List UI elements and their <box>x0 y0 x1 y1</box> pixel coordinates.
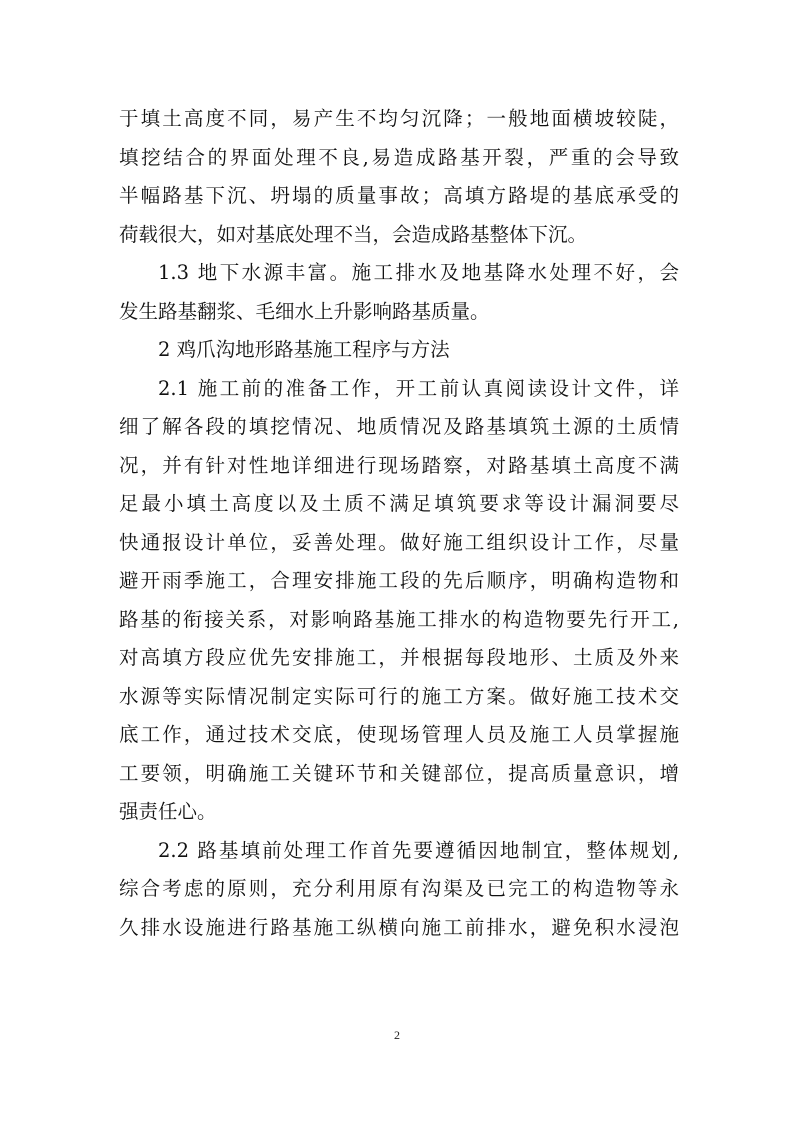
text-line: 久排水设施进行路基施工纵横向施工前排水，避免积水浸泡 <box>119 915 679 939</box>
text-line: 填挖结合的界面处理不良,易造成路基开裂，严重的会导致 <box>119 145 679 169</box>
text-line: 避开雨季施工，合理安排施工段的先后顺序，明确构造物和 <box>119 569 679 592</box>
text-line: 况，并有针对性地详细进行现场踏察，对路基填土高度不满 <box>119 453 679 477</box>
text-line: 半幅路基下沉、坍塌的质量事故；高填方路堤的基底承受的 <box>119 184 679 207</box>
text-line: 细了解各段的填挖情况、地质情况及路基填筑土源的土质情 <box>119 415 679 438</box>
text-line: 路基的衔接关系，对影响路基施工排水的构造物要先行开工, <box>119 607 679 631</box>
text-line: 强责任心。 <box>119 800 217 823</box>
text-line: 综合考虑的原则，充分利用原有沟渠及已完工的构造物等永 <box>119 877 679 900</box>
body-text <box>119 100 679 947</box>
text-line: 于填土高度不同，易产生不均匀沉降；一般地面横坡较陡， <box>119 107 679 130</box>
section-heading: 2 鸡爪沟地形路基施工程序与方法 <box>158 338 450 361</box>
text-line: 工要领，明确施工关键环节和关键部位，提高质量意识，增 <box>119 761 679 785</box>
text-line: 发生路基翻浆、毛细水上升影响路基质量。 <box>119 299 490 323</box>
text-line: 底工作，通过技术交底，使现场管理人员及施工人员掌握施 <box>119 723 679 746</box>
text-line: 水源等实际情况制定实际可行的施工方案。做好施工技术交 <box>119 684 679 708</box>
text-line: 荷载很大，如对基底处理不当，会造成路基整体下沉。 <box>119 222 588 246</box>
text-line: 2.2 路基填前处理工作首先要遵循因地制宜，整体规划, <box>158 838 679 862</box>
page-number: 2 <box>394 1028 400 1042</box>
text-line: 1.3 地下水源丰富。施工排水及地基降水处理不好，会 <box>158 261 679 284</box>
text-line: 对高填方段应优先安排施工，并根据每段地形、土质及外来 <box>119 646 679 669</box>
text-line: 快通报设计单位，妥善处理。做好施工组织设计工作，尽量 <box>119 530 679 554</box>
text-line: 足最小填土高度以及土质不满足填筑要求等设计漏洞要尽 <box>119 492 679 515</box>
text-line: 2.1 施工前的准备工作，开工前认真阅读设计文件，详 <box>158 376 679 400</box>
